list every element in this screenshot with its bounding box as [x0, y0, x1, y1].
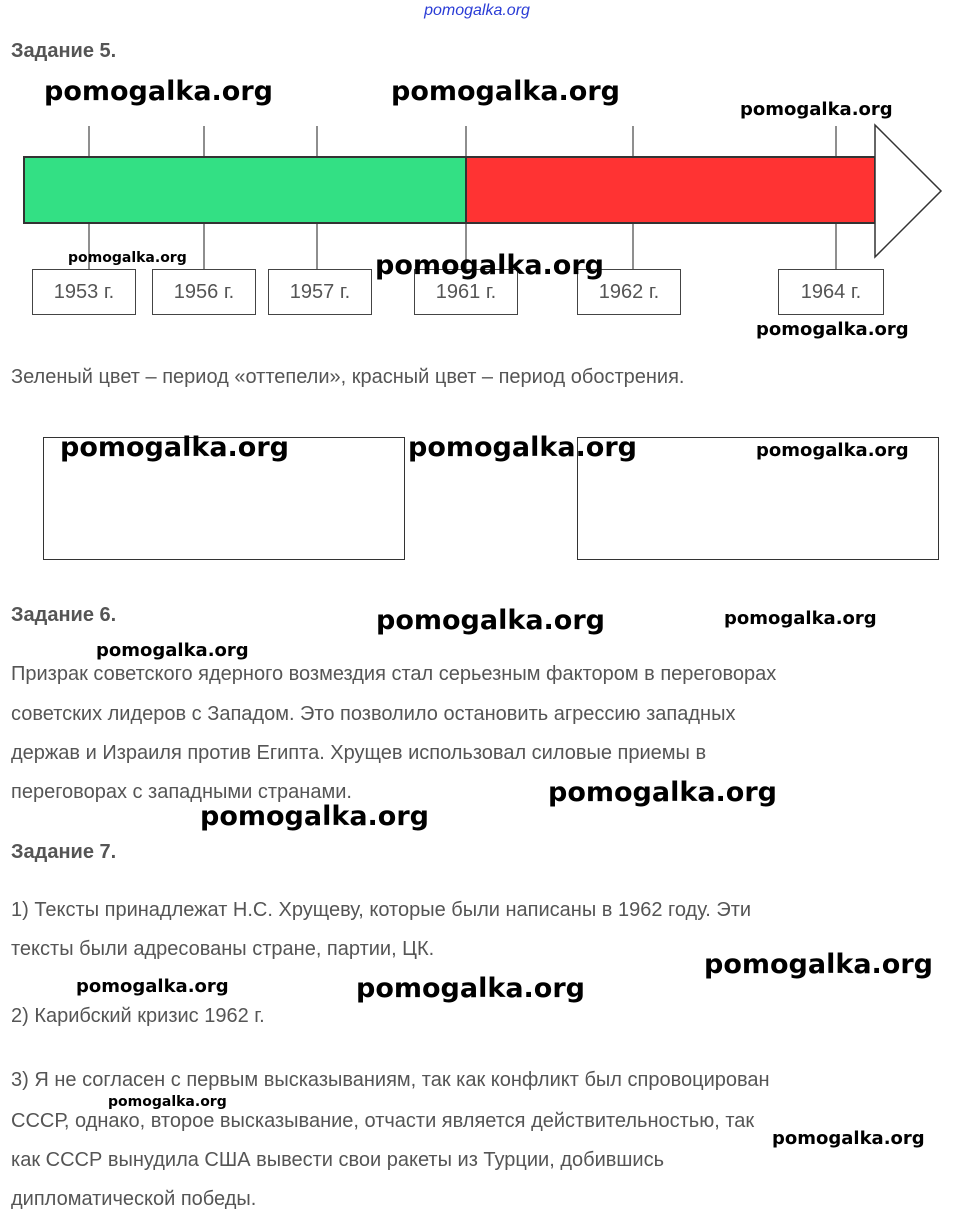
- watermark: pomogalka.org: [704, 949, 933, 980]
- watermark: pomogalka.org: [391, 76, 620, 107]
- watermark: pomogalka.org: [724, 608, 877, 629]
- task7-item2: 2) Карибский кризис 1962 г.: [11, 1005, 265, 1027]
- year-box-1953: [32, 269, 136, 315]
- task7-item1-line: 1) Тексты принадлежат Н.С. Хрущеву, которые были написаны в 1962 году. Эти: [11, 899, 752, 921]
- year-label: 1953 г.: [53, 280, 115, 303]
- watermark: pomogalka.org: [108, 1094, 227, 1110]
- task7-heading: Задание 7.: [11, 841, 117, 863]
- watermark: pomogalka.org: [408, 432, 637, 463]
- watermark: pomogalka.org: [548, 777, 777, 808]
- year-label: 1962 г.: [598, 280, 660, 303]
- watermark: pomogalka.org: [68, 250, 187, 266]
- task5-heading: Задание 5.: [11, 40, 117, 62]
- watermark: pomogalka.org: [44, 76, 273, 107]
- task7-item3-line: как СССР вынудила США вывести свои ракеты из Турции, добившись: [11, 1149, 665, 1171]
- year-label: 1957 г.: [289, 280, 351, 303]
- task5-caption: Зеленый цвет – период «оттепели», красный цвет – период обострения.: [11, 366, 685, 388]
- watermark: pomogalka.org: [376, 605, 605, 636]
- task7-item3-line: СССР, однако, второе высказывание, отчасти является действительностью, так: [11, 1110, 755, 1132]
- watermark: pomogalka.org: [756, 319, 909, 340]
- watermark: pomogalka.org: [200, 801, 429, 832]
- watermark: pomogalka.org: [96, 640, 249, 661]
- task6-heading: Задание 6.: [11, 604, 117, 626]
- task6-line: советских лидеров с Западом. Это позволило остановить агрессию западных: [11, 703, 736, 725]
- watermark: pomogalka.org: [76, 976, 229, 997]
- task7-item3-line: 3) Я не согласен с первым высказываниям, так как конфликт был спровоцирован: [11, 1069, 770, 1091]
- task6-line: переговорах с западными странами.: [11, 781, 352, 803]
- year-label: 1956 г.: [173, 280, 235, 303]
- year-label: 1964 г.: [800, 280, 862, 303]
- arrow-head: [875, 125, 941, 257]
- year-box-1956: [152, 269, 256, 315]
- year-box-1957: [268, 269, 372, 315]
- task7-item1-line: тексты были адресованы стране, партии, ЦК.: [11, 938, 435, 960]
- task7-item3-line: дипломатической победы.: [11, 1188, 257, 1210]
- task6-line: Призрак советского ядерного возмездия стал серьезным фактором в переговорах: [11, 663, 777, 685]
- thaw-period-bar: [24, 157, 466, 223]
- watermark: pomogalka.org: [60, 432, 289, 463]
- watermark: pomogalka.org: [356, 973, 585, 1004]
- watermark: pomogalka.org: [740, 99, 893, 120]
- year-box-1964: [778, 269, 884, 315]
- task6-line: держав и Израиля против Египта. Хрущев использовал силовые приемы в: [11, 742, 707, 764]
- timeline-arrow: [0, 120, 954, 270]
- watermark: pomogalka.org: [756, 440, 909, 461]
- escalation-period-bar: [466, 157, 875, 223]
- watermark: pomogalka.org: [375, 250, 604, 281]
- watermark: pomogalka.org: [772, 1128, 925, 1149]
- site-header-link[interactable]: pomogalka.org: [424, 2, 530, 19]
- year-label: 1961 г.: [435, 280, 497, 303]
